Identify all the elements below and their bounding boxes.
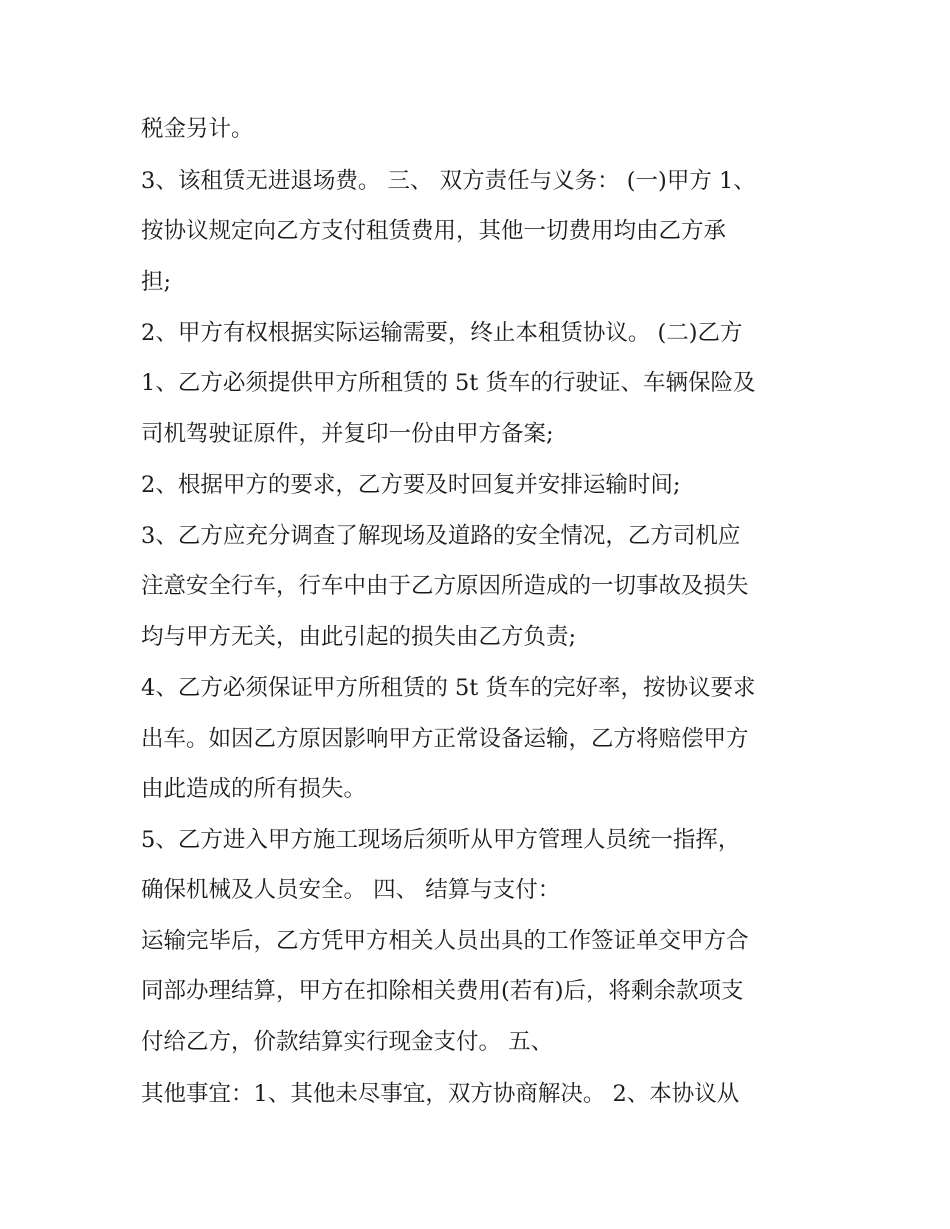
text-line: 4、乙方必须保证甲方所租赁的 5t 货车的完好率，按协议要求 xyxy=(141,675,756,701)
text-line: 确保机械及人员安全。 四、 结算与支付： xyxy=(141,877,561,903)
text-line: 同部办理结算，甲方在扣除相关费用(若有)后，将剩余款项支 xyxy=(141,978,744,1004)
text-line: 3、该租赁无进退场费。 三、 双方责任与义务： (一)甲方 1、 xyxy=(141,168,756,194)
text-line: 2、甲方有权根据实际运输需要，终止本租赁协议。 (二)乙方 xyxy=(141,320,743,346)
text-line: 均与甲方无关，由此引起的损失由乙方负责; xyxy=(141,624,577,650)
text-line: 注意安全行车，行车中由于乙方原因所造成的一切事故及损失 xyxy=(141,573,749,599)
text-line: 由此造成的所有损失。 xyxy=(141,776,367,802)
text-line: 司机驾驶证原件，并复印一份由甲方备案; xyxy=(141,421,554,447)
text-line: 按协议规定向乙方支付租赁费用，其他一切费用均由乙方承 xyxy=(141,218,727,244)
text-line: 付给乙方，价款结算实行现金支付。 五、 xyxy=(141,1029,554,1055)
text-line: 出车。如因乙方原因影响甲方正常设备运输，乙方将赔偿甲方 xyxy=(141,726,749,752)
text-line: 担; xyxy=(141,269,172,295)
text-line: 1、乙方必须提供甲方所租赁的 5t 货车的行驶证、车辆保险及 xyxy=(141,370,756,396)
text-line: 5、乙方进入甲方施工现场后须听从甲方管理人员统一指挥， xyxy=(141,827,741,853)
text-line: 税金另计。 xyxy=(141,116,254,142)
text-line: 其他事宜：1、其他未尽事宜，双方协商解决。 2、本协议从 xyxy=(141,1081,740,1107)
text-line: 3、乙方应充分调查了解现场及道路的安全情况，乙方司机应 xyxy=(141,523,741,549)
text-line: 运输完毕后，乙方凭甲方相关人员出具的工作签证单交甲方合 xyxy=(141,928,749,954)
text-line: 2、根据甲方的要求，乙方要及时回复并安排运输时间; xyxy=(141,472,681,498)
